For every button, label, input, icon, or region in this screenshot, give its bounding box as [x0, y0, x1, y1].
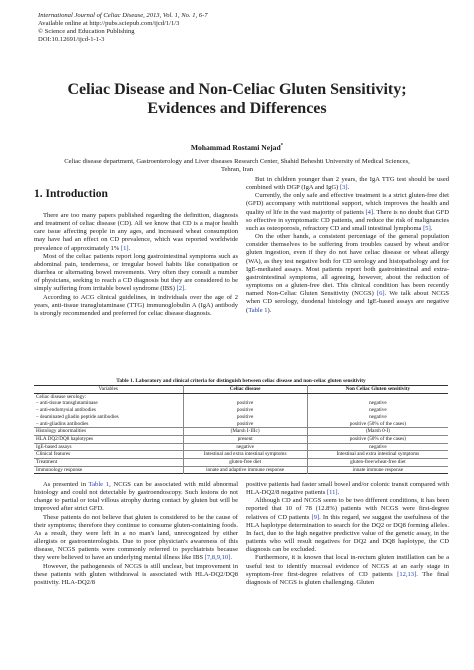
- citation-link[interactable]: [9]: [311, 513, 320, 521]
- table-row: [34, 451, 448, 459]
- doi-line[interactable]: DOI:10.12691/ijcd-1-1-3: [38, 36, 105, 44]
- table-cell: positive (50% of the cases): [307, 435, 448, 443]
- table-cell: – anti-gliadins antibodies: [34, 421, 183, 428]
- table-cell: positive: [183, 421, 307, 428]
- paragraph: There are too many papers published regarding the definition, diagnosis and treatment of celiac disease (CD). All we know that CD is a major health care issue affecting people in any ages, and increased wheat consumption may have had an effect on CD prevalence, which was reported worldwide prevalence of approximately 1% [1].: [34, 212, 238, 252]
- table-cell: positive: [183, 407, 307, 414]
- table-cell: (Marsh 0-I): [307, 428, 448, 436]
- table-row: [34, 435, 448, 443]
- left-column-bottom: [34, 481, 238, 587]
- table-cell: [183, 393, 307, 400]
- citation-link[interactable]: [6]: [376, 290, 385, 298]
- table-row: [34, 421, 448, 428]
- table-row: [34, 393, 448, 400]
- citation-link[interactable]: [4]: [365, 208, 374, 216]
- right-column-bottom: [246, 481, 449, 587]
- table-cell: [307, 393, 448, 400]
- citation-link[interactable]: [3]: [339, 184, 348, 192]
- table-row: [34, 414, 448, 421]
- table-header-cell: Celiac disease: [183, 386, 307, 394]
- table-cell: – deaminated gliadin peptide antibodies: [34, 414, 183, 421]
- table-cell: Histology abnormalities: [34, 428, 183, 436]
- table-header-cell: Non Celiac Gluten sensitivity: [307, 386, 448, 394]
- paragraph: However, the pathogenesis of NCGS is still unclear, but improvement in these patients with gluten withdrawal is associated with HLA-DQ2/DQ8 positivity. HLA-DQ2/8: [34, 562, 238, 586]
- online-url[interactable]: Available online at http://pubs.sciepub.com/ijcd/1/1/3: [38, 20, 180, 28]
- table-cell: negative: [369, 413, 387, 420]
- title-line-1: Celiac Disease and Non-Celiac Gluten Sensitivity;: [67, 81, 407, 98]
- citation-link[interactable]: [5]: [423, 224, 431, 232]
- table-row: [34, 466, 448, 474]
- journal-citation: International Journal of Celiac Disease, 2013, Vol. 1, No. 1, 6-7: [38, 12, 208, 19]
- journal-header: [38, 12, 208, 44]
- table-cell: gluten-free diet: [183, 459, 307, 467]
- corresponding-mark: *: [280, 143, 284, 149]
- table-cell: Intestinal and extra intestinal symptoms: [183, 451, 307, 459]
- table-row: [34, 400, 448, 407]
- paragraph: These patients do not believe that gluten is considered to be the cause of their symptoms; therefore they continue to consume gluten-containing foods. As a result, they were left in a no man's land, unrecognized by either allergists or gastroenterologists. Due to poor physician's awareness of this disease, NCGS patients were commonly referred to psychiatrists because they were believed to have an underlying mental illness like IBS [7,8,9,10].: [34, 513, 238, 562]
- citation-link[interactable]: [11]: [326, 489, 338, 497]
- citation-link[interactable]: [2]: [176, 285, 185, 293]
- table-row: [34, 459, 448, 467]
- table-cell: positive: [183, 400, 307, 407]
- table-cell: positive: [183, 414, 307, 421]
- table-cell: innate and adaptive immune response: [183, 466, 307, 474]
- table-cell: – anti-tissue transglutaminase: [34, 400, 183, 407]
- copyright-line: © Science and Education Publishing: [38, 28, 135, 36]
- citation-link[interactable]: [7,8,9,10]: [204, 554, 231, 562]
- criteria-table: [34, 385, 448, 474]
- section-heading-introduction: 1. Introduction: [34, 188, 108, 200]
- table-cell: negative: [369, 407, 387, 414]
- affiliation-line-2: Tehran, Iran: [220, 166, 254, 173]
- table-row: [34, 428, 448, 436]
- paragraph: Most of the celiac patients report long gastrointestinal symptoms such as abdominal pain, tenderness, or irregular bowel habits like constipation or diarrhea or alternating bowel movements. Very often they consult a number of physicians, seeking to reach a CD diagnosis but they are considered to be simply suffering from irritable bowel syndrome (IBS) [2].: [34, 252, 238, 293]
- table-header-cell: Variables: [34, 386, 183, 394]
- paragraph: On the other hands, a consistent percentage of the general population consider themselves to be suffering from troubles caused by wheat and/or gluten ingestion, even if they do not have celiac disease or wheat allergy (WA), as they test negative both for CD serology and histopathology and for IgE-mediated assays. Most patients report both gastrointestinal and extra-gastrointestinal symptoms, all agreeing, however, about the reduction of symptoms on a gluten-free diet. This clinical condition has been recently named Non-Celiac Gluten Sensitivity (NCGS) [6]. We talk about NCGS when CD serology, duodenal histology and IgE-based assays are negative (Table 1).: [246, 233, 450, 314]
- affiliation: [30, 158, 444, 174]
- paragraph: But in children younger than 2 years, the IgA TTG test should be used combined with DGP (IgA and IgG) [3].: [246, 176, 449, 192]
- table-caption: Table 1. Laboratory and clinical criteria for distinguish between celiac disease and non-celiac gluten sensitivity: [116, 378, 366, 384]
- table-cell: Celiac disease serology:: [34, 393, 183, 400]
- paragraph: According to ACG clinical guidelines, in individuals over the age of 2 years, anti-tissue transglutaminase (TTG) immunoglobulin A (IgA) antibody is strongly recommended and preferred for celiac disease diagnosis.: [34, 293, 238, 317]
- table-cell: Clinical features: [34, 451, 183, 459]
- table-row: [34, 407, 448, 414]
- table-cell: negative: [307, 443, 448, 451]
- table-cell: positive (50% of the cases): [307, 421, 448, 428]
- citation-link[interactable]: [12,13]: [397, 570, 417, 578]
- paper-title: [0, 80, 474, 118]
- table-cell: Treatment: [34, 459, 183, 467]
- table-cell: innate immune response: [352, 466, 404, 473]
- table-cell: Intestinal and extra intestinal symptoms: [307, 451, 448, 459]
- paragraph: As presented in Table 1, NCGS can be associated with mild abnormal histology and could not detectable by gastroendoscopy. Such lesions do not change to partial or total villous atrophy during contact by gluten but will be improved after strict GFD.: [34, 481, 239, 513]
- author-line: [0, 143, 474, 152]
- table-cell: (Marsh I-IIIc): [183, 428, 307, 436]
- paragraph: Furthermore, it is known that local in-rectum gluten instillation can be a useful test to identify mucosal evidence of NCGS at an early stage in symptom-free first-degree relatives of CD patients [12,13]. The final diagnosis of NCGS is gluten challenging. Gluten: [246, 554, 449, 586]
- table-header-row: [34, 386, 448, 394]
- table-cell: negative: [183, 443, 307, 451]
- right-column-top: [246, 176, 449, 315]
- title-line-2: Evidences and Differences: [147, 100, 327, 117]
- left-column-top: [34, 212, 238, 318]
- paragraph: positive patients had faster small bowel and/or colonic transit compared with HLA-DQ2/8 negative patients [11].: [246, 481, 449, 497]
- paragraph: Although CD and NCGS seem to be two different conditions, it has been reported that 10 of 78 (12.8%) patients with NCGS were first-degree relatives of CD patients [9]. In this regard, we suggest the usefulness of the HLA haplotype determination to search for the DQ2 or DQ8 forming alleles. In fact, due to the high negative predictive value of the genetic assay, in the patients who will result negatives for DQ2 and DQ8 haplotype, the CD diagnosis can be excluded.: [246, 497, 449, 554]
- table-cell: Immunology response: [34, 466, 183, 474]
- table-cell: present: [183, 435, 307, 443]
- table-cell: negative: [369, 400, 387, 407]
- paragraph: Currently, the only safe and effective treatment is a strict gluten-free diet (GFD) accompany with nutritional support, which improves the health and quality of life in the vast majority of patients [4]. There is no doubt that GFD so effective in symptomatic CD patients, and reduce the risk of malignancies such as osteoporosis, refractory CD and small intestinal lymphoma [5].: [246, 192, 449, 232]
- citation-link[interactable]: [1]: [120, 244, 129, 252]
- table-link[interactable]: Table 1: [248, 306, 268, 314]
- table-row: [34, 443, 448, 451]
- affiliation-line-1: Celiac disease department, Gastroenterology and Liver diseases Research Center, Shahid Beheshti University of Medical Sciences,: [64, 158, 410, 165]
- table-cell: HLA DQ2/DQ8 haplotypes: [34, 435, 183, 443]
- table-cell: gluten-free/wheat-free diet: [307, 459, 448, 467]
- table-link[interactable]: Table 1: [88, 481, 110, 488]
- author-name: Mohammad Rostami Nejad: [190, 143, 281, 152]
- table-cell: – anti-endomysial antibodies: [34, 407, 183, 414]
- table-cell: IgE-based assays: [34, 443, 183, 451]
